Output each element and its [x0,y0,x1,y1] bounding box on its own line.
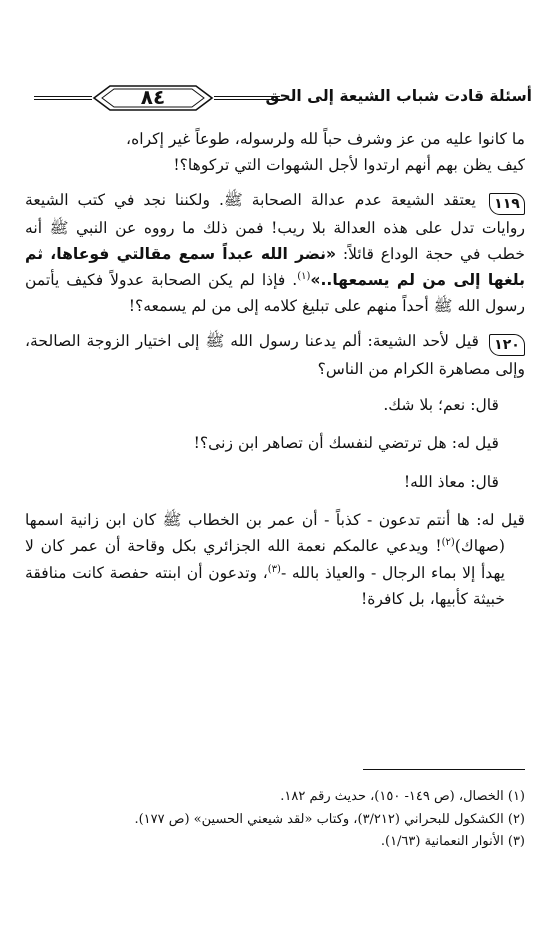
closing-part-b: ! ويدعي عالمكم نعمة الله الجزائري بكل وقاحة أن عمر كان لا يهدأ إلا بماء الرجال - والعياذ بالله - [25,537,505,582]
running-header [34,83,532,115]
footnote-ref-2: (٢) [441,537,455,549]
header-rule-right [214,96,280,100]
closing-paragraph [25,507,525,612]
question-119-conclusion: . فإذا لم يكن الصحابة عدولاً فكيف يأتمن رسول الله ﷺ أحداً منهم على تبليغ كلامه إلى من لم يسمعه؟! [25,271,525,316]
page-number: ٨٤ [140,85,166,109]
question-119 [25,187,525,320]
question-120 [25,328,525,382]
footnote-2: (٢) الكشكول للبحراني (٣/٢١٢)، وكتاب «لقد شيعني الحسين» (ص ١٧٧). [134,811,525,827]
intro-line-1: ما كانوا عليه من عز وشرف حباً لله ولرسوله، طوعاً غير إكراه، [126,130,525,148]
footnote-3: (٣) الأنوار النعمانية (١/٦٣). [380,834,525,849]
footnote-separator [363,769,525,770]
intro-line-2: كيف يظن بهم أنهم ارتدوا لأجل الشهوات التي تركوها؟! [173,156,525,175]
header-rule-left [34,96,92,100]
footnotes [25,786,525,854]
footnote-ref-1: (١) [297,271,311,282]
page-body [25,126,525,612]
dialog-block [25,392,525,495]
hadith-quote: «نضر الله عبداً سمع مقالتي فوعاها، ثم بلغها إلى من لم يسمعها..» [25,244,526,290]
question-number-badge: ١٢٠ [489,334,525,356]
dialog-line: قيل له: هل ترتضي لنفسك أن تصاهر ابن زنى؟! [193,434,499,453]
dialog-line: قال: نعم؛ بلا شك. [383,396,499,415]
closing-part-c: ، وتدعون أن ابنته حفصة كانت منافقة خبيثة كأبيها، بل كافرة! [25,563,505,608]
closing-part-a: قيل له: ها أنتم تدعون - كذباً - أن عمر بن الخطاب ﷺ كان ابن زانية اسمها (صهاك) [25,510,525,556]
footnote-1: (١) الخصال، (ص ١٤٩- ١٥٠)، حديث رقم ١٨٢. [280,789,525,804]
page-number-ornament [92,83,214,113]
dialog-line: قال: معاذ الله! [403,472,499,491]
question-number-badge: ١١٩ [489,193,525,215]
question-119-text: يعتقد الشيعة عدم عدالة الصحابة ﷺ. ولكننا نجد في كتب الشيعة روايات تدل على هذه العدالة بلا ريب! فمن ذلك ما رووه عن النبي ﷺ أنه خطب في حجة الوداع قائلاً: [25,190,525,263]
book-title: أسئلة قادت شباب الشيعة إلى الحق [265,87,532,105]
footnote-ref-3: (٣) [267,563,281,575]
question-120-text: قيل لأحد الشيعة: ألم يدعنا رسول الله ﷺ إلى اختيار الزوجة الصالحة، وإلى مصاهرة الكرام من الناس؟ [25,331,525,378]
